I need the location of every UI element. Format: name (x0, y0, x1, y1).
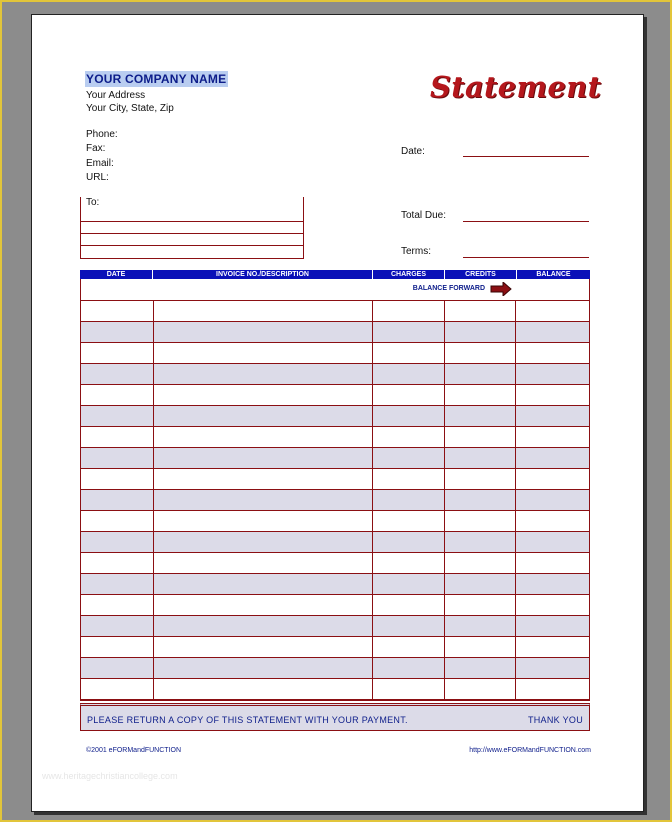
email-label: Email: (86, 158, 114, 169)
charges-cell[interactable] (373, 364, 445, 384)
credits-cell[interactable] (445, 385, 517, 405)
table-row (81, 490, 589, 511)
company-address: Your Address (86, 90, 146, 101)
charges-cell[interactable] (373, 469, 445, 489)
charges-cell[interactable] (373, 616, 445, 636)
table-row (81, 574, 589, 595)
to-line (81, 245, 303, 246)
total-due-line[interactable] (463, 221, 589, 222)
balance-cell[interactable] (516, 595, 589, 615)
credits-cell[interactable] (445, 406, 517, 426)
copyright-text: ©2001 eFORMandFUNCTION (86, 747, 182, 754)
table-row (81, 553, 589, 574)
balance-cell[interactable] (516, 679, 589, 699)
terms-line[interactable] (463, 257, 589, 258)
statement-page (31, 14, 644, 812)
date-cell[interactable] (81, 469, 154, 489)
charges-cell[interactable] (373, 343, 445, 363)
date-cell[interactable] (81, 322, 154, 342)
charges-cell[interactable] (373, 637, 445, 657)
credits-cell[interactable] (445, 658, 517, 678)
charges-cell[interactable] (373, 427, 445, 447)
balance-cell[interactable] (516, 553, 589, 573)
charges-cell[interactable] (373, 301, 445, 321)
balance-forward-row (81, 279, 589, 301)
date-cell[interactable] (81, 511, 154, 531)
date-cell[interactable] (81, 406, 154, 426)
credits-cell[interactable] (445, 511, 517, 531)
date-label: Date: (401, 146, 425, 157)
description-cell[interactable] (154, 364, 373, 384)
credits-cell[interactable] (445, 343, 517, 363)
date-cell[interactable] (81, 553, 154, 573)
balance-cell[interactable] (516, 637, 589, 657)
phone-label: Phone: (86, 129, 118, 140)
balance-cell[interactable] (516, 301, 589, 321)
date-cell[interactable] (81, 385, 154, 405)
credits-cell[interactable] (445, 448, 517, 468)
date-cell[interactable] (81, 658, 154, 678)
company-city: Your City, State, Zip (86, 103, 174, 114)
balance-cell[interactable] (516, 406, 589, 426)
balance-cell[interactable] (516, 616, 589, 636)
description-cell[interactable] (154, 511, 373, 531)
table-row (81, 322, 589, 343)
credits-cell[interactable] (445, 553, 517, 573)
date-cell[interactable] (81, 574, 154, 594)
terms-label: Terms: (401, 246, 431, 257)
charges-cell[interactable] (373, 322, 445, 342)
description-cell[interactable] (154, 553, 373, 573)
balance-cell[interactable] (516, 322, 589, 342)
charges-cell[interactable] (373, 511, 445, 531)
balance-cell[interactable] (516, 511, 589, 531)
table-row (81, 532, 589, 553)
date-cell[interactable] (81, 448, 154, 468)
column-header-balance: BALANCE (536, 271, 571, 278)
balance-cell[interactable] (516, 490, 589, 510)
balance-cell[interactable] (516, 343, 589, 363)
charges-cell[interactable] (373, 448, 445, 468)
charges-cell[interactable] (373, 679, 445, 699)
column-header-charges: CHARGES (373, 270, 445, 279)
table-row (81, 679, 589, 700)
description-cell[interactable] (154, 385, 373, 405)
credits-cell[interactable] (445, 490, 517, 510)
description-cell[interactable] (154, 469, 373, 489)
credits-cell[interactable] (445, 469, 517, 489)
date-cell[interactable] (81, 532, 154, 552)
charges-cell[interactable] (373, 595, 445, 615)
fax-label: Fax: (86, 143, 106, 154)
credits-cell[interactable] (445, 679, 517, 699)
table-row (81, 385, 589, 406)
credits-cell[interactable] (445, 616, 517, 636)
website-link[interactable]: http://www.eFORMandFUNCTION.com (469, 747, 591, 754)
table-row (81, 427, 589, 448)
statement-table (80, 270, 590, 701)
table-row (81, 343, 589, 364)
description-cell[interactable] (154, 574, 373, 594)
description-cell[interactable] (154, 448, 373, 468)
credits-cell[interactable] (445, 427, 517, 447)
payment-footer (80, 703, 590, 731)
date-cell[interactable] (81, 427, 154, 447)
table-body (80, 279, 590, 701)
url-label: URL: (86, 172, 109, 183)
to-address-box[interactable] (80, 197, 304, 259)
description-cell[interactable] (154, 637, 373, 657)
balance-forward-label: BALANCE FORWARD (412, 285, 485, 292)
description-cell[interactable] (154, 616, 373, 636)
credits-cell[interactable] (445, 574, 517, 594)
balance-cell[interactable] (516, 427, 589, 447)
return-copy-message: PLEASE RETURN A COPY OF THIS STATEMENT WITH YOUR PAYMENT. (87, 715, 408, 725)
description-cell[interactable] (154, 427, 373, 447)
description-cell[interactable] (154, 301, 373, 321)
balance-cell[interactable] (516, 532, 589, 552)
date-cell[interactable] (81, 343, 154, 363)
description-cell[interactable] (154, 595, 373, 615)
date-cell[interactable] (81, 679, 154, 699)
date-line[interactable] (463, 156, 589, 157)
thank-you-text: THANK YOU (527, 715, 583, 725)
charges-cell[interactable] (373, 385, 445, 405)
watermark-text: www.heritagechristiancollege.com (42, 771, 178, 781)
credits-cell[interactable] (445, 364, 517, 384)
credits-cell[interactable] (445, 322, 517, 342)
description-cell[interactable] (154, 490, 373, 510)
date-cell[interactable] (81, 364, 154, 384)
date-cell[interactable] (81, 301, 154, 321)
table-row (81, 406, 589, 427)
table-row (81, 301, 589, 322)
balance-cell[interactable] (516, 448, 589, 468)
column-header-credits: CREDITS (445, 270, 517, 279)
table-row (81, 469, 589, 490)
table-row (81, 637, 589, 658)
balance-cell[interactable] (516, 658, 589, 678)
date-cell[interactable] (81, 637, 154, 657)
table-row (81, 616, 589, 637)
to-line (81, 233, 303, 234)
charges-cell[interactable] (373, 532, 445, 552)
table-row (81, 364, 589, 385)
table-row (81, 658, 589, 679)
charges-cell[interactable] (373, 553, 445, 573)
charges-cell[interactable] (373, 490, 445, 510)
credits-cell[interactable] (445, 637, 517, 657)
description-cell[interactable] (154, 322, 373, 342)
charges-cell[interactable] (373, 574, 445, 594)
table-row (81, 448, 589, 469)
charges-cell[interactable] (373, 658, 445, 678)
date-cell[interactable] (81, 616, 154, 636)
to-line (81, 221, 303, 222)
table-row (81, 595, 589, 616)
table-row (81, 511, 589, 532)
credits-cell[interactable] (445, 532, 517, 552)
credits-cell[interactable] (445, 301, 517, 321)
balance-cell[interactable] (516, 364, 589, 384)
right-arrow-icon (490, 282, 512, 296)
description-cell[interactable] (154, 679, 373, 699)
statement-title: Statement (430, 70, 602, 104)
company-name: YOUR COMPANY NAME (86, 72, 227, 86)
balance-cell[interactable] (516, 385, 589, 405)
date-cell[interactable] (81, 595, 154, 615)
description-cell[interactable] (154, 658, 373, 678)
date-cell[interactable] (81, 490, 154, 510)
column-header-date: DATE (80, 270, 153, 279)
description-cell[interactable] (154, 532, 373, 552)
total-due-label: Total Due: (401, 210, 447, 221)
description-cell[interactable] (154, 406, 373, 426)
balance-cell[interactable] (516, 469, 589, 489)
column-header-description: INVOICE NO./DESCRIPTION (153, 270, 373, 279)
table-header (80, 270, 590, 279)
balance-cell[interactable] (516, 574, 589, 594)
to-label: To: (86, 197, 100, 208)
description-cell[interactable] (154, 343, 373, 363)
credits-cell[interactable] (445, 595, 517, 615)
charges-cell[interactable] (373, 406, 445, 426)
